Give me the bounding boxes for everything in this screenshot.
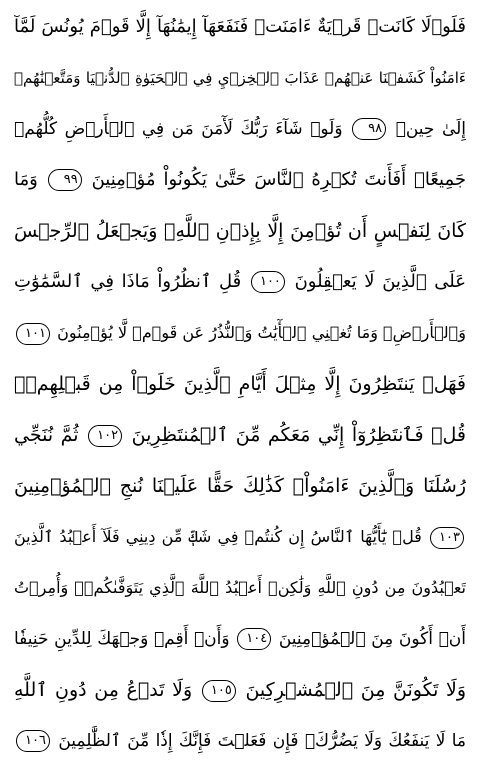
line-text: وَلَا تَكُونَنَّ مِنَ ٱلۡمُشۡرِكِينَ (245, 679, 466, 701)
text-line-7 (14, 310, 466, 356)
verse-number-marker: ١٠٤ (237, 628, 271, 650)
line-text: وَلَا تَدۡعُ مِن دُونِ ٱللَّهِ (14, 679, 193, 701)
line-text: قُلِ ٱنظُرُواْ مَاذَا فِي ٱلسَّمَٰوَٰتِ (14, 271, 242, 292)
verse-number-marker: ٩٨ (352, 118, 386, 140)
line-text: وَٱلۡأَرۡضِۚ وَمَا تُغۡنِي ٱلۡأٓيَٰتُ وَٱلنُّذُرُ عَن قَوۡمٖ لَّا يُؤۡمِنُونَ (57, 323, 466, 342)
text-line-3 (14, 106, 466, 152)
line-text: قُلۡ يَٰٓأَيُّهَا ٱلنَّاسُ إِن كُنتُمۡ فِي شَكّٖ مِّن دِينِي فَلَآ أَعۡبُدُ ٱلَّذِينَ (14, 527, 422, 546)
line-text: مَا لَا يَنفَعُكَ وَلَا يَضُرُّكَۖ فَإِن فَعَلۡتَ فَإِنَّكَ إِذٗا مِّنَ ٱلظَّٰلِمِينَ (58, 731, 466, 751)
line-text: وَلَوۡ شَآءَ رَبُّكَ لَأٓمَنَ مَن فِي ٱلۡأَرۡضِ كُلُّهُمۡ (14, 119, 343, 139)
text-line-6 (14, 259, 466, 305)
line-text: إِلَىٰ حِينٖ (395, 119, 466, 139)
text-line-12 (14, 565, 466, 611)
line-text: وَمَا (14, 169, 38, 190)
line-text: فَلَوۡلَا كَانَتۡ قَرۡيَةٌ ءَامَنَتۡ فَنَفَعَهَآ إِيمَٰنُهَآ إِلَّا قَوۡمَ يُونُسَ لَمَّآ (14, 16, 466, 37)
text-line-9 (14, 412, 466, 458)
text-line-5 (14, 208, 466, 254)
text-line-10 (14, 463, 466, 509)
line-text: فَهَلۡ يَنتَظِرُونَ إِلَّا مِثۡلَ أَيَّامِ ٱلَّذِينَ خَلَوۡاْ مِن قَبۡلِهِمۡۚ (14, 373, 466, 395)
line-text: تَعۡبُدُونَ مِن دُونِ ٱللَّهِ وَلَٰكِنۡ أَعۡبُدُ ٱللَّهَ ٱلَّذِي يَتَوَفَّىٰكُمۡۖ وَأُمِرۡتُ (14, 578, 466, 597)
line-text: جَمِيعًاۚ أَفَأَنتَ تُكۡرِهُ ٱلنَّاسَ حَتَّىٰ يَكُونُواْ مُؤۡمِنِينَ (91, 169, 466, 190)
line-text: وَأَنۡ أَقِمۡ وَجۡهَكَ لِلدِّينِ حَنِيفٗا (14, 629, 230, 649)
text-line-15 (14, 718, 466, 764)
verse-number-marker: ١٠٢ (88, 425, 122, 447)
verse-number-marker: ١٠٦ (16, 730, 50, 752)
text-line-8 (14, 361, 466, 407)
text-line-14 (14, 667, 466, 713)
text-line-13 (14, 616, 466, 662)
verse-number-marker: ١٠٠ (251, 271, 285, 293)
line-text: أَنۡ أَكُونَ مِنَ ٱلۡمُؤۡمِنِينَ (278, 629, 466, 649)
line-text: قُلۡ فَٱنتَظِرُوٓاْ إِنِّي مَعَكُم مِّنَ ٱلۡمُنتَظِرِينَ (131, 424, 466, 446)
verse-number-marker: ٩٩ (48, 169, 82, 191)
line-text: ءَامَنُواْ كَشَفۡنَا عَنۡهُمۡ عَذَابَ ٱلۡخِزۡيِ فِي ٱلۡحَيَوٰةِ ٱلدُّنۡيَا وَمَتَّعۡنَٰهُمۡ (14, 69, 466, 87)
text-line-4 (14, 157, 466, 203)
line-text: ثُمَّ نُنَجِّي (14, 424, 79, 446)
text-line-2 (14, 55, 466, 101)
text-line-11 (14, 514, 466, 560)
line-text: عَلَى ٱلَّذِينَ لَا يَعۡقِلُونَ (294, 271, 466, 292)
verse-number-marker: ١٠٥ (202, 680, 236, 702)
line-text: رُسُلَنَا وَٱلَّذِينَ ءَامَنُواْۚ كَذَٰلِكَ حَقًّا عَلَيۡنَا نُنجِ ٱلۡمُؤۡمِنِينَ (14, 475, 466, 497)
verse-number-marker: ١٠١ (16, 323, 50, 345)
verse-number-marker: ١٠٣ (430, 527, 464, 549)
line-text: كَانَ لِنَفۡسٍ أَن تُؤۡمِنَ إِلَّا بِإِذۡنِ ٱللَّهِۚ وَيَجۡعَلُ ٱلرِّجۡسَ (14, 220, 466, 242)
text-line-1 (14, 4, 466, 50)
